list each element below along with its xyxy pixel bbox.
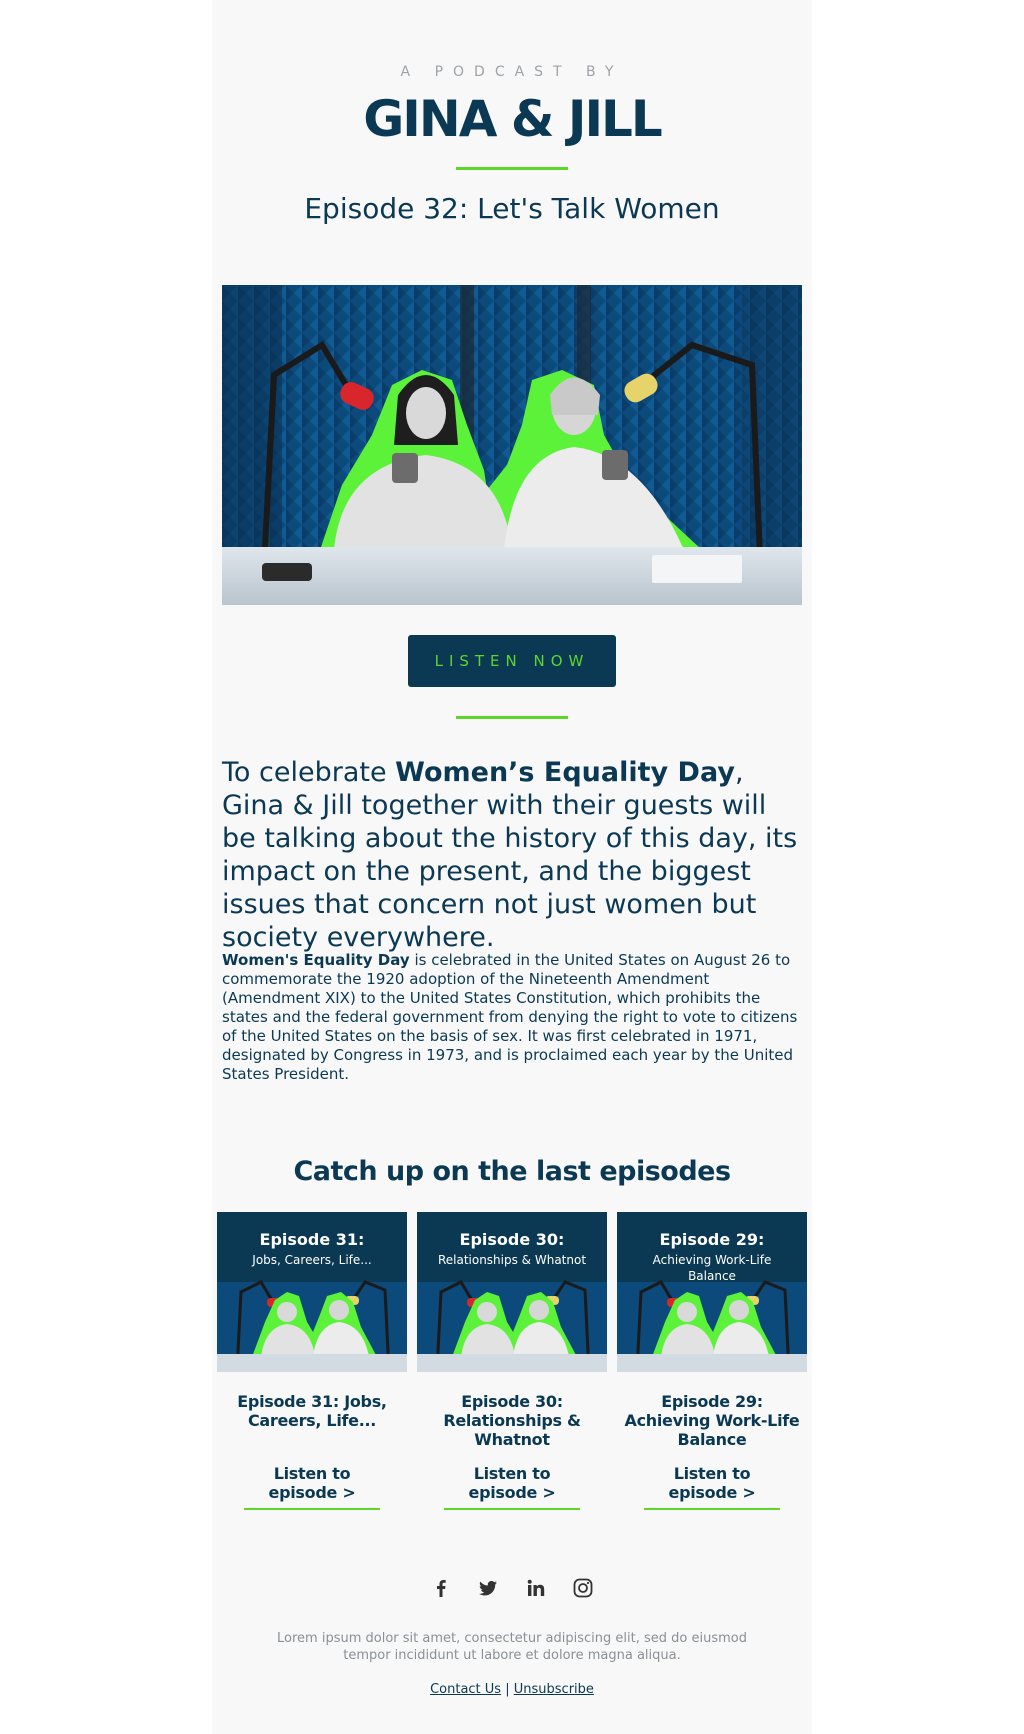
email-container	[212, 0, 812, 1734]
body-text: is celebrated in the United States on August 26 to commemorate the 1920 adoption of the Nineteenth Amendment (Amendment XIX) to the United States Constitution, which prohibits the states and the federal government from denying the right to vote to citizens of the United States on the basis of sex. It was first celebrated in 1971, designated by Congress in 1973, and is proclaimed each year by the United States President.	[222, 951, 798, 1083]
eyebrow-text: A PODCAST BY	[400, 64, 624, 80]
listen-to-episode-31-link[interactable]: Listen to episode >	[244, 1464, 380, 1510]
episode-thumbnail[interactable]	[617, 1212, 807, 1372]
listen-to-episode-30-link[interactable]: Listen to episode >	[444, 1464, 580, 1510]
listen-to-episode-29-link[interactable]: Listen to episode >	[644, 1464, 780, 1510]
episode-card-31	[217, 1212, 407, 1510]
header-divider	[456, 167, 568, 170]
thumbnail-title: Episode 30:	[459, 1230, 565, 1249]
episode-thumbnail[interactable]	[217, 1212, 407, 1372]
instagram-icon[interactable]	[573, 1578, 593, 1602]
episode-thumbnail[interactable]	[417, 1212, 607, 1372]
hero-image	[222, 285, 802, 605]
lead-paragraph	[222, 756, 807, 954]
brand-logo-text: GINA & JILL	[363, 90, 661, 148]
episode-card-title: Episode 31: Jobs, Careers, Life...	[237, 1392, 387, 1430]
episode-card-title: Episode 30: Relationships & Whatnot	[443, 1392, 581, 1449]
social-icons	[212, 1578, 812, 1602]
linkedin-icon[interactable]	[526, 1578, 546, 1602]
twitter-icon[interactable]	[478, 1578, 498, 1602]
thumbnail-subtitle: Jobs, Careers, Life...	[252, 1253, 372, 1267]
footer-text: Lorem ipsum dolor sit amet, consectetur adipiscing elit, sed do eiusmod tempor incididunt ut labore et dolore magna aliqua.	[277, 1631, 747, 1663]
contact-us-link[interactable]: Contact Us	[430, 1682, 502, 1697]
thumbnail-subtitle: Achieving Work-Life Balance	[652, 1253, 772, 1283]
body-paragraph	[222, 951, 804, 1084]
cta-divider	[456, 716, 568, 719]
facebook-icon[interactable]	[431, 1578, 451, 1602]
hero-illustration	[222, 285, 802, 605]
thumbnail-title: Episode 31:	[259, 1230, 365, 1249]
thumbnail-subtitle: Relationships & Whatnot	[437, 1253, 587, 1267]
body-emphasis: Women's Equality Day	[222, 951, 410, 969]
episode-card-title: Episode 29: Achieving Work-Life Balance	[624, 1392, 800, 1449]
lead-prefix: To celebrate	[222, 757, 396, 788]
footer-links	[212, 1682, 812, 1697]
footer-separator: |	[505, 1682, 510, 1697]
listen-now-button[interactable]: LISTEN NOW	[408, 635, 616, 687]
unsubscribe-link[interactable]: Unsubscribe	[513, 1682, 594, 1697]
lead-suffix: , Gina & Jill together with their guests will be talking about the history of this day, its impact on the present, and the biggest issues that concern not just women but society everywhere.	[222, 757, 798, 953]
episode-title: Episode 32: Let's Talk Women	[304, 192, 720, 225]
episode-card-29	[617, 1212, 807, 1510]
episode-card-30	[417, 1212, 607, 1510]
lead-emphasis: Women’s Equality Day	[395, 757, 735, 788]
thumbnail-title: Episode 29:	[659, 1230, 765, 1249]
episodes-section-title: Catch up on the last episodes	[293, 1156, 731, 1187]
